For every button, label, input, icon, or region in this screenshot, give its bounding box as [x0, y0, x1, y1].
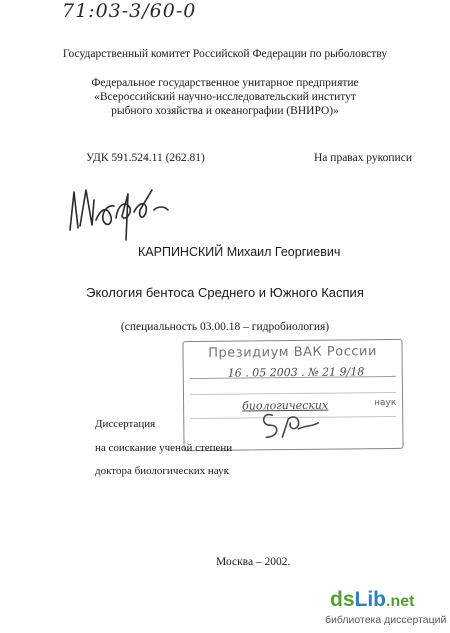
org-enterprise-line-3: рыбного хозяйства и океанографии (ВНИРО)» — [111, 105, 339, 117]
vak-stamp — [182, 339, 403, 451]
stamp-nauk-label: наук — [374, 397, 397, 409]
dissertation-line-2: на соискание ученой степени — [95, 442, 233, 454]
stamp-sciences-handwritten: биологических — [242, 398, 329, 413]
manuscript-rights: На правах рукописи — [314, 152, 412, 164]
org-enterprise-line-2: «Всероссийский научно-исследовательский институт — [94, 91, 356, 103]
udk-code: УДК 591.524.11 (262.81) — [86, 152, 205, 164]
specialty: (специальность 03.00.18 – гидробиология) — [120, 321, 330, 333]
org-committee: Государственный комитет Российской Федерации по рыболовству — [62, 48, 388, 60]
watermark-ds: ds — [330, 588, 355, 611]
watermark-net: .net — [386, 593, 415, 610]
stamp-rule — [190, 392, 396, 395]
stamp-title: Президиум ВАК России — [208, 344, 377, 361]
stamp-signature — [254, 407, 324, 444]
watermark-caption: библиотека диссертаций — [325, 614, 447, 626]
author-name: КАРПИНСКИЙ Михаил Георгиевич — [138, 245, 341, 259]
place-year: Москва – 2002. — [216, 556, 291, 568]
watermark-lib: Lib — [354, 588, 387, 611]
stamp-date-handwritten: 16 . 05 2003 . № 21 9/18 — [227, 365, 365, 380]
archive-number-handwritten: 71:03-3/60-0 — [62, 0, 197, 22]
author-signature — [60, 170, 180, 250]
dissertation-line-3: доктора биологических наук — [95, 465, 229, 477]
watermark-logo[interactable] — [330, 588, 414, 612]
org-enterprise-line-1: Федеральное государственное унитарное предприятие — [91, 77, 359, 89]
thesis-title: Экология бентоса Среднего и Южного Каспия — [86, 285, 364, 300]
dissertation-line-1: Диссертация — [95, 418, 156, 430]
